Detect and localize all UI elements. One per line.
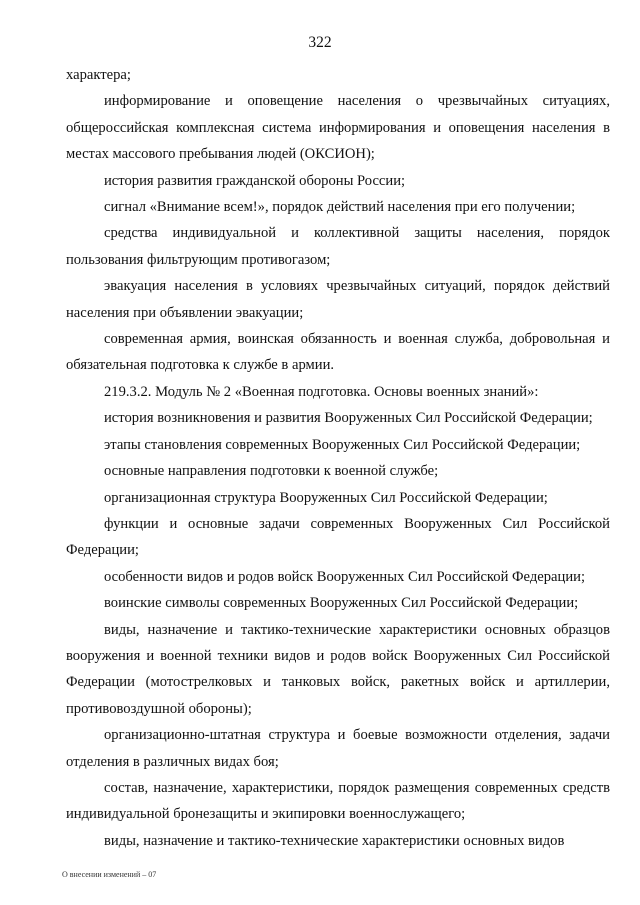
paragraph: средства индивидуальной и коллективной защиты населения, порядок пользования фильтрующим противогазом;: [66, 225, 610, 268]
paragraph: современная армия, воинская обязанность и военная служба, добровольная и обязательная подготовка к службе в армии.: [66, 331, 610, 374]
paragraph: эвакуация населения в условиях чрезвычайных ситуаций, порядок действий населения при объявлении эвакуации;: [66, 278, 610, 321]
paragraph: 219.3.2. Модуль № 2 «Военная подготовка. Основы военных знаний»:: [104, 383, 539, 400]
paragraph: информирование и оповещение населения о чрезвычайных ситуациях, общероссийская комплексная система информирования и оповещения населения в местах массового пребывания людей (ОКСИОН);: [66, 93, 610, 163]
paragraph: основные направления подготовки к военной службе;: [104, 463, 439, 480]
paragraph: виды, назначение и тактико-технические характеристики основных видов: [104, 832, 565, 849]
paragraph: функции и основные задачи современных Вооруженных Сил Российской Федерации;: [66, 515, 610, 559]
paragraph: сигнал «Внимание всем!», порядок действий населения при его получении;: [104, 199, 576, 216]
paragraph: этапы становления современных Вооруженных Сил Российской Федерации;: [104, 436, 581, 453]
paragraph: история развития гражданской обороны России;: [104, 172, 406, 189]
document-body: [66, 62, 610, 854]
paragraph: состав, назначение, характеристики, порядок размещения современных средств индивидуальной бронезащиты и экипировки военнослужащего;: [66, 779, 610, 823]
paragraph: организационно-штатная структура и боевые возможности отделения, задачи отделения в различных видах боя;: [66, 727, 610, 770]
paragraph: воинские символы современных Вооруженных Сил Российской Федерации;: [104, 595, 579, 612]
page-number: 322: [308, 34, 332, 51]
page-footer: О внесении изменений – 07: [62, 870, 157, 879]
paragraph: характера;: [66, 67, 131, 83]
paragraph: виды, назначение и тактико-технические характеристики основных образцов вооружения и военной техники видов и родов войск Вооруженных Сил Российской Федерации (мотострелковых и танковых войск, ракетных войск и артиллерии, противовоздушной обороны);: [66, 621, 610, 717]
paragraph: организационная структура Вооруженных Сил Российской Федерации;: [104, 489, 548, 506]
paragraph: история возникновения и развития Вооруженных Сил Российской Федерации;: [104, 410, 593, 427]
paragraph: особенности видов и родов войск Вооруженных Сил Российской Федерации;: [104, 568, 586, 585]
